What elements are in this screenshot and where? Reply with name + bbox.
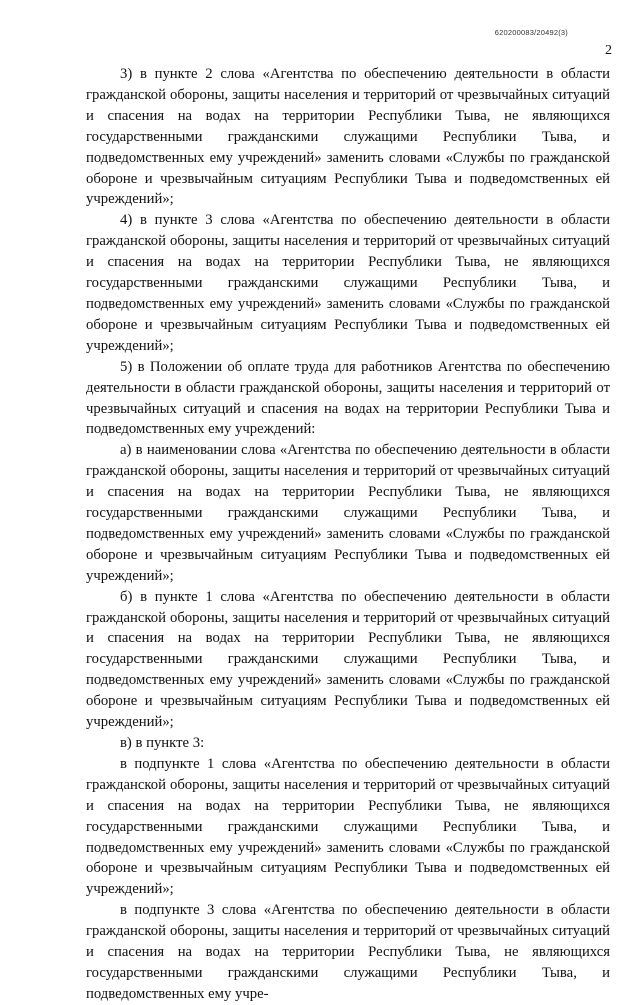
page-number: 2: [605, 43, 612, 58]
paragraph-subitem-v: в) в пункте 3:: [120, 735, 205, 751]
document-code: 620200083/20492(3): [494, 28, 568, 37]
paragraph-subitem-b: б) в пункте 1 слова «Агентства по обеспечению деятельности в области гражданской обороны, защиты населения и территорий от чрезвычайных ситуаций и спасения на водах на территории Республики Тыва, не являющихся государственными гражданскими служащими Республики Тыва, и подведомственных ему учреждений» заменить словами «Службы по гражданской обороне и чрезвычайным ситуациям Республики Тыва и подведомственных ей учреждений»;: [86, 588, 610, 731]
paragraph-subitem-a: а) в наименовании слова «Агентства по обеспечению деятельности в области гражданской обороны, защиты населения и территорий от чрезвычайных ситуаций и спасения на водах на территории Республики Тыва, не являющихся государственными гражданскими служащими Республики Тыва, и подведомственных ему учреждений» заменить словами «Службы по гражданской обороне и чрезвычайным ситуациям Республики Тыва и подведомственных ей учреждений»;: [86, 442, 610, 584]
document-body: [86, 64, 610, 1005]
paragraph-item-4: 4) в пункте 3 слова «Агентства по обеспечению деятельности в области гражданской обороны, защиты населения и территорий от чрезвычайных ситуаций и спасения на водах на территории Республики Тыва, не являющихся государственными гражданскими служащими Республики Тыва, и подведомственных ему учреждений» заменить словами «Службы по гражданской обороне и чрезвычайным ситуациям Республики Тыва и подведомственных ей учреждений»;: [86, 212, 610, 354]
paragraph-subpoint-1: в подпункте 1 слова «Агентства по обеспечению деятельности в области гражданской обороны, защиты населения и территорий от чрезвычайных ситуаций и спасения на водах на территории Республики Тыва, не являющихся государственными гражданскими служащими Республики Тыва, и подведомственных ему учреждений» заменить словами «Службы по гражданской обороне и чрезвычайным ситуациям Республики Тыва и подведомственных ей учреждений»;: [86, 755, 610, 898]
paragraph-item-3: 3) в пункте 2 слова «Агентства по обеспечению деятельности в области гражданской обороны, защиты населения и территорий от чрезвычайных ситуаций и спасения на водах на территории Республики Тыва, не являющихся государственными гражданскими служащими Республики Тыва, и подведомственных ему учреждений» заменить словами «Службы по гражданской обороне и чрезвычайным ситуациям Республики Тыва и подведомственных ей учреждений»;: [86, 66, 610, 208]
paragraph-subpoint-3: в подпункте 3 слова «Агентства по обеспечению деятельности в области гражданской обороны, защиты населения и территорий от чрезвычайных ситуаций и спасения на водах на территории Республики Тыва, не являющихся государственными гражданскими служащими Республики Тыва, и подведомственных ему учре-: [86, 902, 610, 1002]
paragraph-item-5: 5) в Положении об оплате труда для работников Агентства по обеспечению деятельности в области гражданской обороны, защиты населения и территорий от чрезвычайных ситуаций и спасения на водах на территории Республики Тыва и подведомственных ему учреждений:: [86, 358, 610, 438]
